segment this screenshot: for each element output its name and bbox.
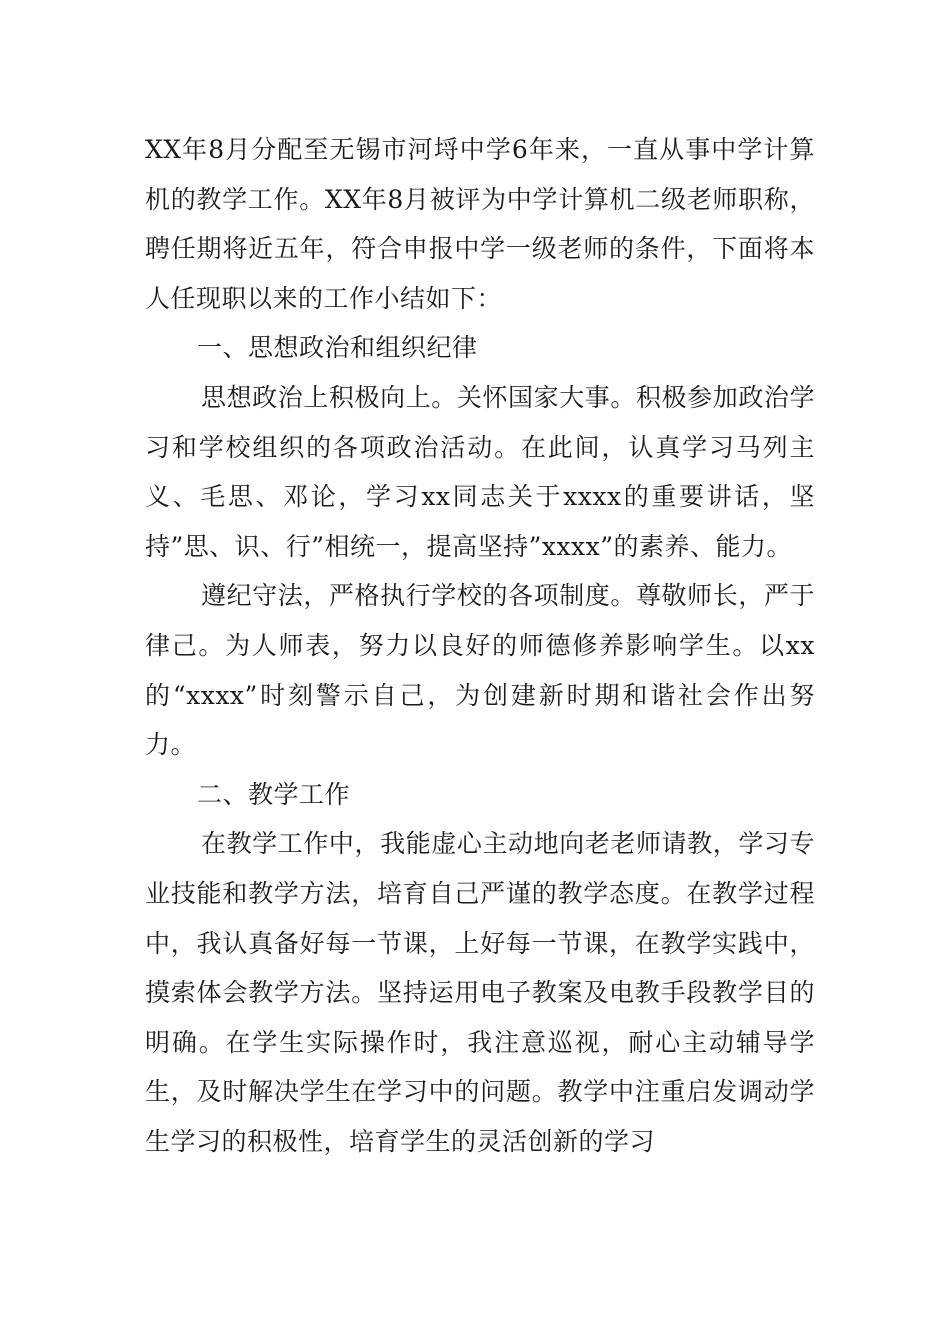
section-heading-politics: 一、思想政治和组织纪律	[197, 333, 478, 363]
paragraph-intro: XX年8月分配至无锡市河埒中学6年来，一直从事中学计算机的教学工作。XX年8月被评为中学计算机二级老师职称，聘任期将近五年，符合申报中学一级老师的条件，下面将本人任现职以来的工作小结如下：	[145, 135, 815, 313]
paragraph-politics-study: 思想政治上积极向上。关怀国家大事。积极参加政治学习和学校组织的各项政治活动。在此间，认真学习马列主义、毛思、邓论，学习xx同志关于xxxx的重要讲话，坚持”思、识、行”相统一，提高坚持”xxxx”的素养、能力。	[145, 382, 815, 561]
paragraph-discipline: 遵纪守法，严格执行学校的各项制度。尊敬师长，严于律己。为人师表，努力以良好的师德修养影响学生。以xx的“xxxx”时刻警示自己，为创建新时期和谐社会作出努力。	[145, 581, 815, 760]
document-body	[145, 125, 815, 1166]
section-heading-teaching: 二、教学工作	[197, 779, 351, 809]
paragraph-teaching-work: 在教学工作中，我能虚心主动地向老老师请教，学习专业技能和教学方法，培育自己严谨的教学态度。在教学过程中，我认真备好每一节课，上好每一节课，在教学实践中，摸索体会教学方法。坚持运用电子教案及电教手段教学目的明确。在学生实际操作时，我注意巡视，耐心主动辅导学生，及时解决学生在学习中的问题。教学中注重启发调动学生学习的积极性，培育学生的灵活创新的学习	[145, 829, 815, 1156]
